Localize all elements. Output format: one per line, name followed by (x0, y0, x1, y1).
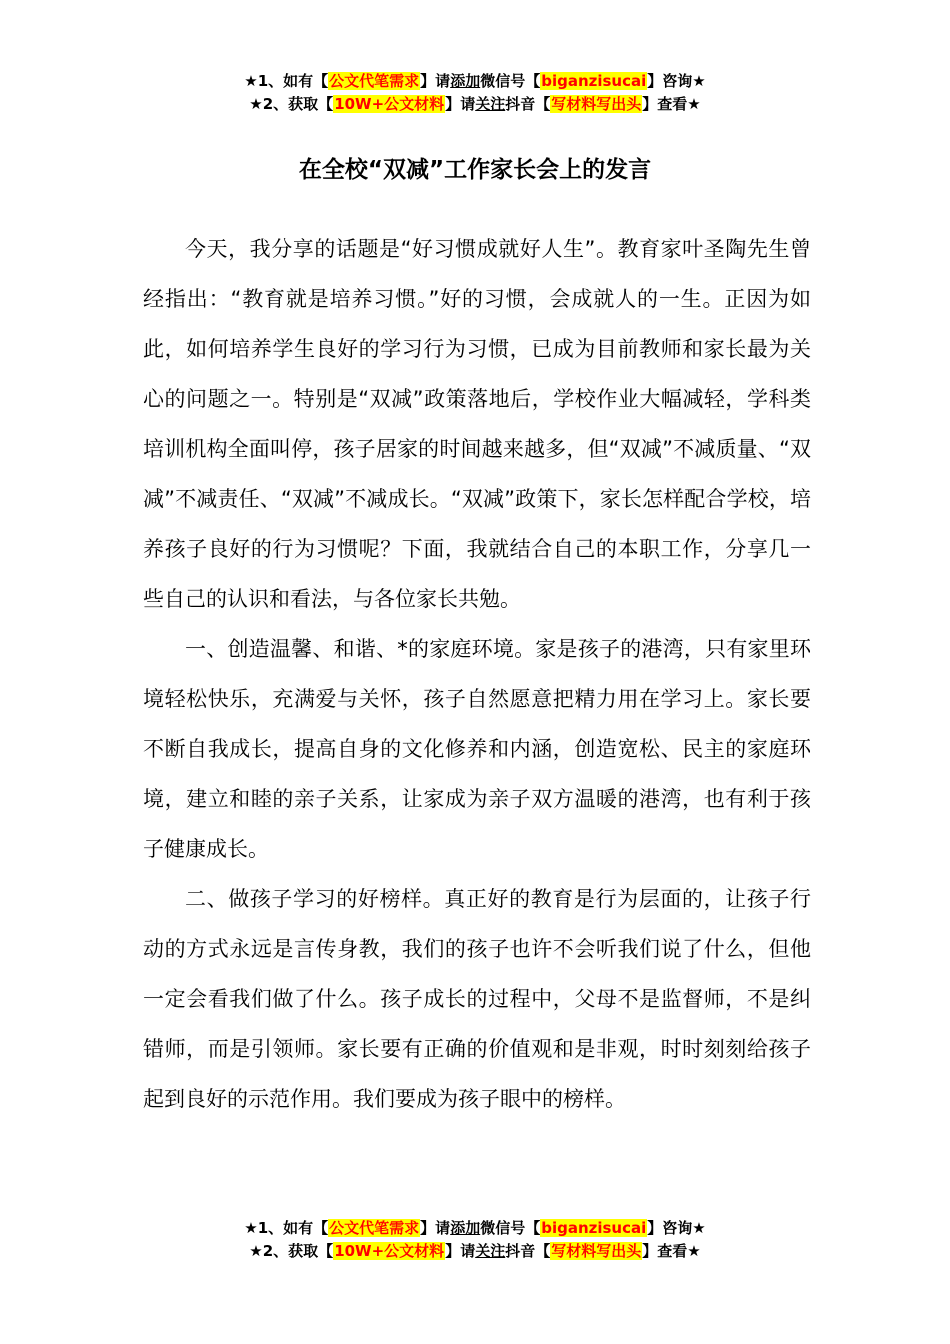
document-body (143, 224, 811, 1124)
banner-text: 】查看★ (642, 95, 701, 113)
highlight-materials: 10W+公文材料 (334, 1242, 445, 1260)
highlight-douyin-account: 写材料写出头 (551, 1242, 642, 1260)
underlined-follow: 关注 (475, 1242, 506, 1260)
header-banner-line-1 (0, 70, 950, 93)
footer-banner (0, 1217, 950, 1263)
underlined-add: 添加 (450, 72, 481, 90)
highlight-writing-service: 公文代笔需求 (329, 72, 420, 90)
header-banner-line-2 (0, 93, 950, 116)
banner-text: 微信号【 (480, 72, 541, 90)
underlined-follow: 关注 (475, 95, 506, 113)
banner-text: 抖音【 (505, 1242, 551, 1260)
banner-text: ★2、获取【 (249, 1242, 334, 1260)
banner-text: 微信号【 (480, 1219, 541, 1237)
highlight-wechat-id: biganzisucai (541, 72, 647, 90)
footer-banner-line-1 (0, 1217, 950, 1240)
banner-text: 】咨询★ (647, 1219, 706, 1237)
banner-text: 】请 (445, 95, 476, 113)
banner-text: 】咨询★ (647, 72, 706, 90)
banner-text: ★1、如有【 (244, 72, 329, 90)
banner-text: ★1、如有【 (244, 1219, 329, 1237)
header-banner (0, 70, 950, 116)
paragraph-point-1: 一、创造温馨、和谐、*的家庭环境。家是孩子的港湾，只有家里环境轻松快乐，充满爱与关怀，孩子自然愿意把精力用在学习上。家长要不断自我成长，提高自身的文化修养和内涵，创造宽松、民主的家庭环境，建立和睦的亲子关系，让家成为亲子双方温暖的港湾，也有利于孩子健康成长。 (143, 637, 811, 861)
banner-text: ★2、获取【 (249, 95, 334, 113)
paragraph-intro: 今天，我分享的话题是“好习惯成就好人生”。教育家叶圣陶先生曾经指出：“教育就是培养习惯。”好的习惯，会成就人的一生。正因为如此，如何培养学生良好的学习行为习惯，已成为目前教师和家长最为关心的问题之一。特别是“双减”政策落地后，学校作业大幅减轻，学科类培训机构全面叫停，孩子居家的时间越来越多，但“双减”不减质量、“双减”不减责任、“双减”不减成长。“双减”政策下，家长怎样配合学校，培养孩子良好的行为习惯呢？下面，我就结合自己的本职工作，分享几一些自己的认识和看法，与各位家长共勉。 (143, 237, 811, 611)
banner-text: 】请 (420, 72, 451, 90)
banner-text: 】请 (445, 1242, 476, 1260)
highlight-writing-service: 公文代笔需求 (329, 1219, 420, 1237)
paragraph-point-2: 二、做孩子学习的好榜样。真正好的教育是行为层面的，让孩子行动的方式永远是言传身教，我们的孩子也许不会听我们说了什么，但他一定会看我们做了什么。孩子成长的过程中，父母不是监督师，不是纠错师，而是引领师。家长要有正确的价值观和是非观，时时刻刻给孩子起到良好的示范作用。我们要成为孩子眼中的榜样。 (143, 887, 811, 1111)
banner-text: 抖音【 (505, 95, 551, 113)
footer-banner-line-2 (0, 1240, 950, 1263)
document-title: 在全校“双减”工作家长会上的发言 (298, 157, 652, 183)
highlight-douyin-account: 写材料写出头 (551, 95, 642, 113)
banner-text: 】查看★ (642, 1242, 701, 1260)
banner-text: 】请 (420, 1219, 451, 1237)
highlight-wechat-id: biganzisucai (541, 1219, 647, 1237)
highlight-materials: 10W+公文材料 (334, 95, 445, 113)
underlined-add: 添加 (450, 1219, 481, 1237)
